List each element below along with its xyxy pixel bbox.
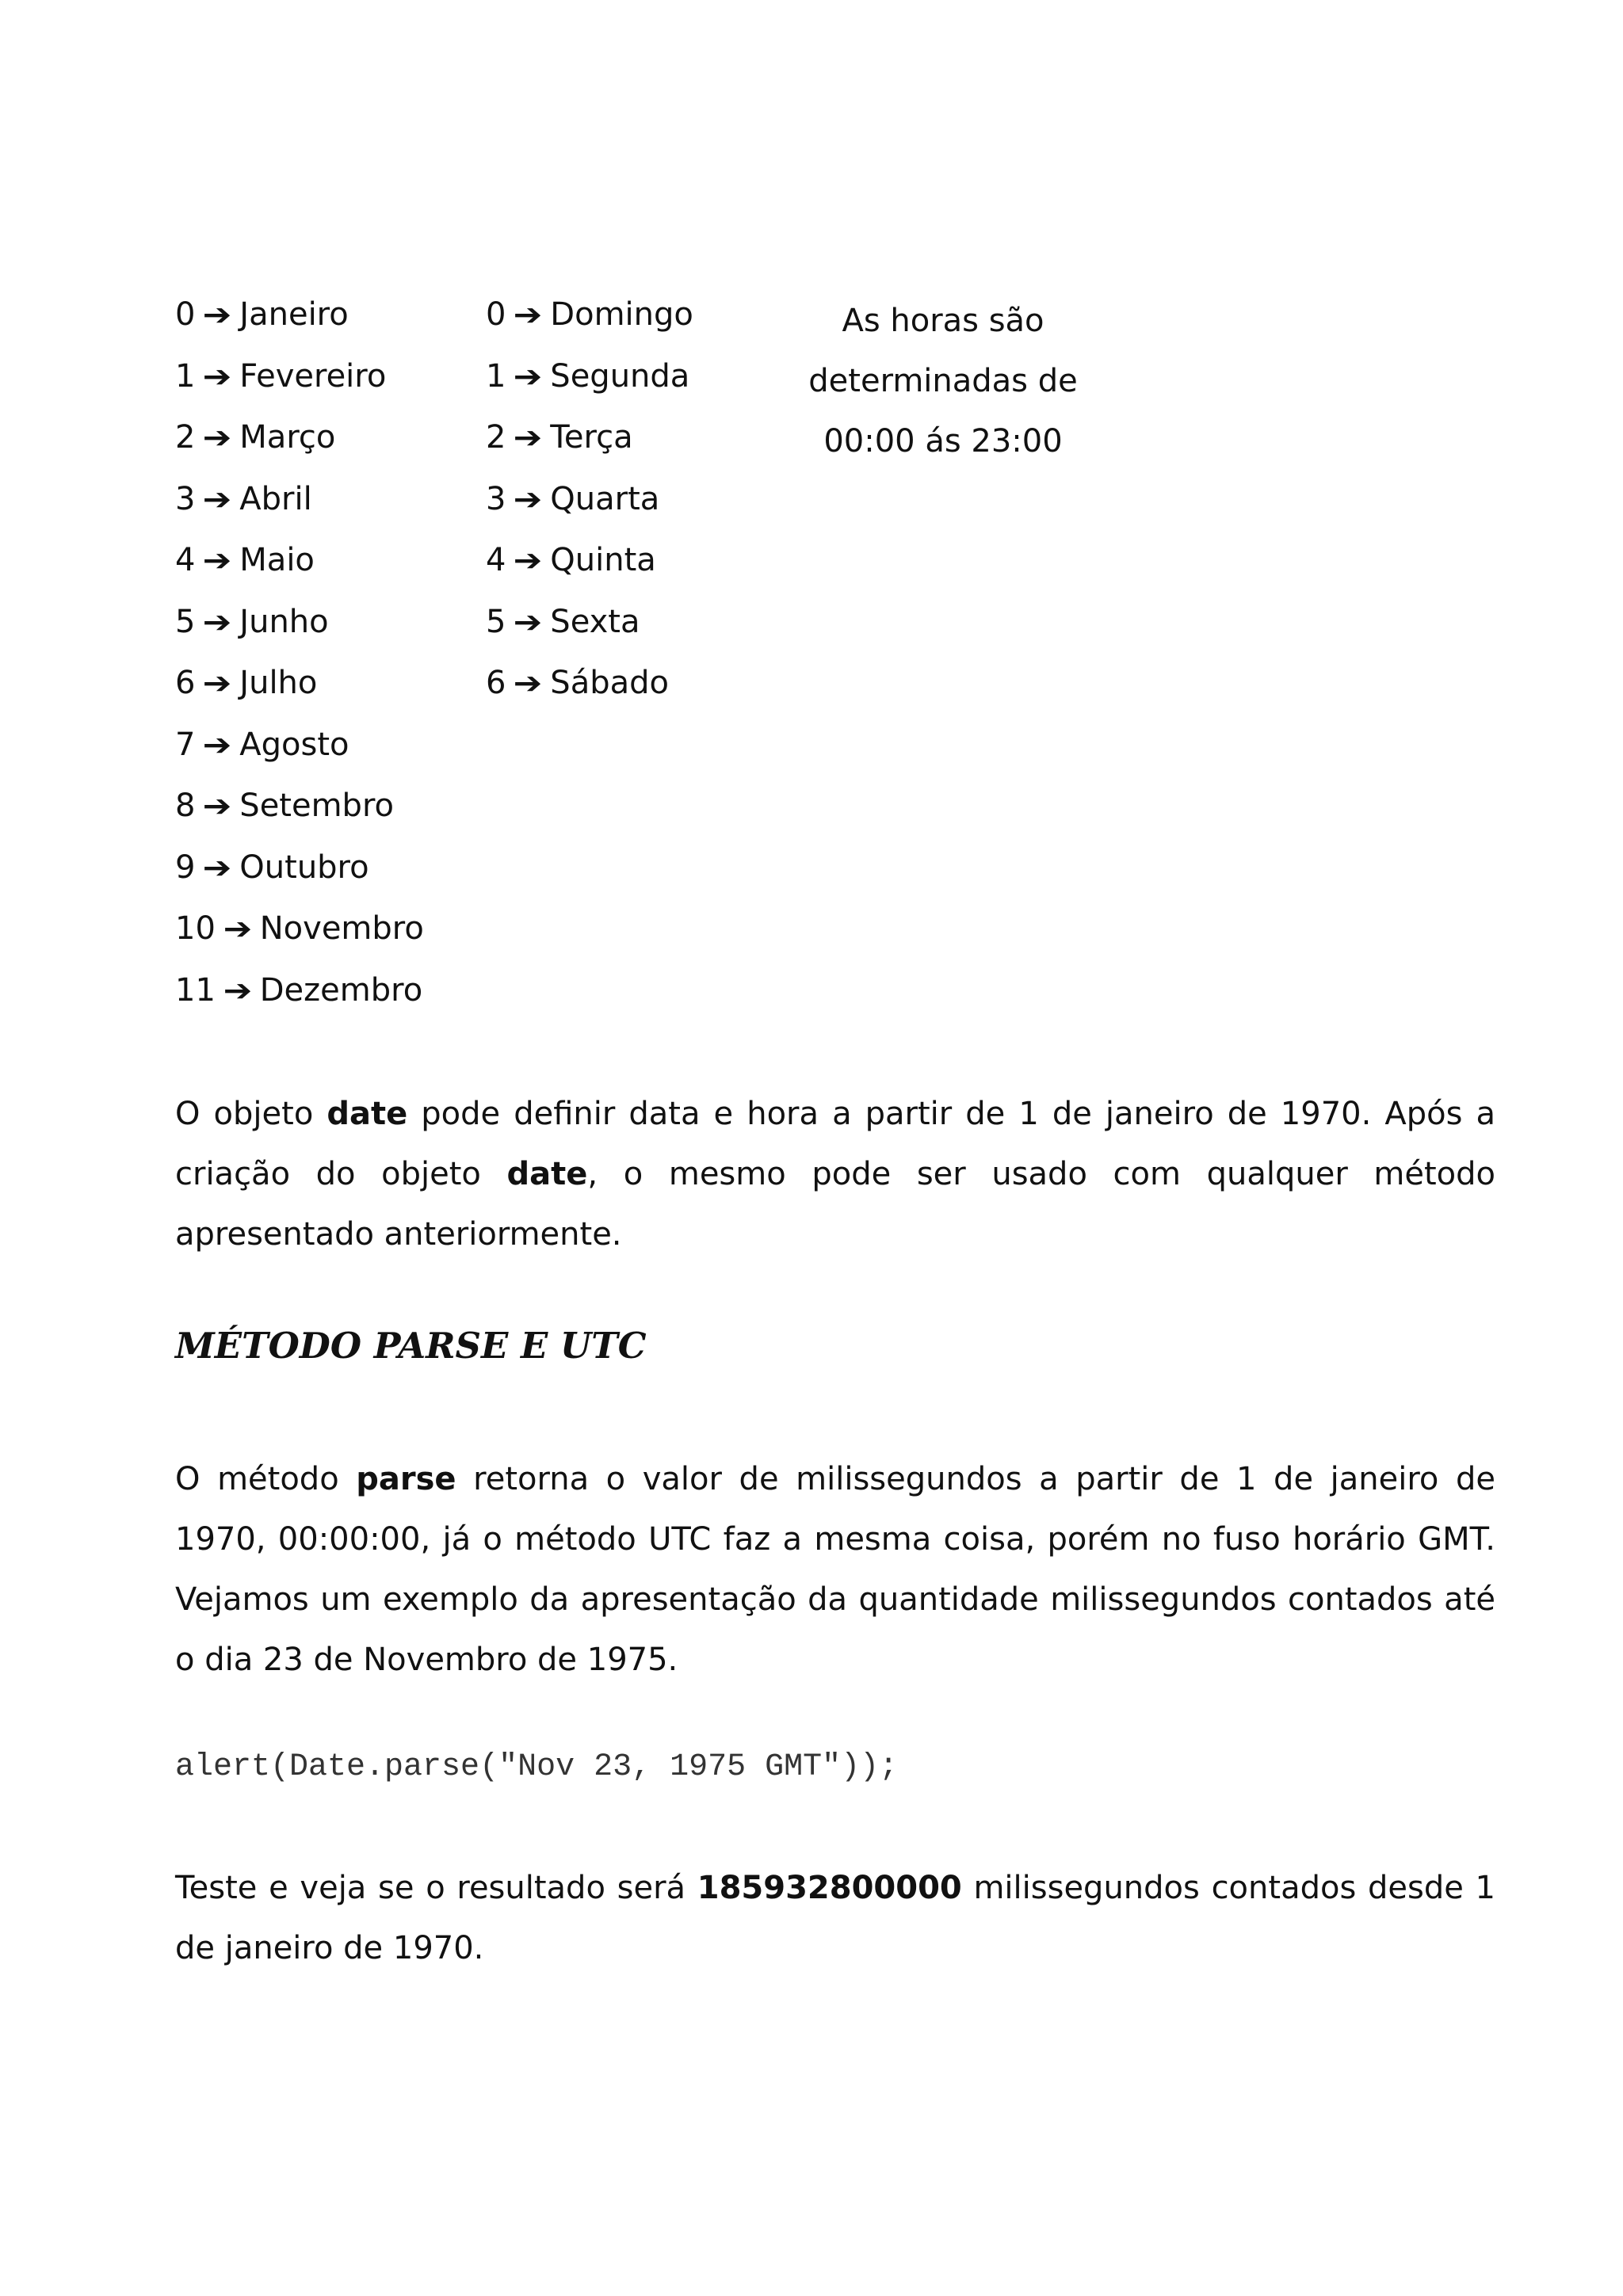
weekday-name: Sexta: [550, 603, 640, 640]
month-number: 1: [175, 357, 196, 395]
month-row: [175, 782, 424, 844]
weekday-name: Sábado: [550, 665, 669, 701]
arrow-right-icon: ➔: [203, 543, 232, 578]
month-number: 11: [175, 971, 216, 1009]
weekday-number: 2: [486, 419, 506, 456]
month-row: [175, 598, 424, 660]
text-span: O objeto: [175, 1096, 327, 1132]
month-name: Setembro: [239, 788, 394, 824]
month-number: 7: [175, 726, 196, 763]
month-name: Junho: [239, 603, 329, 640]
month-name: Março: [239, 419, 336, 456]
weekdays-list: [486, 291, 693, 721]
hours-note-line: determinadas de: [808, 363, 1078, 399]
months-list: [175, 291, 424, 1028]
bold-number: 185932800000: [697, 1870, 962, 1906]
month-row: [175, 659, 424, 721]
arrow-right-icon: ➔: [514, 297, 543, 332]
weekday-row: [486, 414, 693, 475]
weekday-name: Segunda: [550, 357, 690, 395]
month-row: [175, 967, 424, 1028]
bold-keyword: parse: [356, 1461, 456, 1497]
month-name: Abril: [239, 480, 312, 517]
month-name: Janeiro: [239, 296, 349, 333]
arrow-right-icon: ➔: [203, 788, 232, 823]
weekday-row: [486, 291, 693, 353]
arrow-right-icon: ➔: [203, 666, 232, 700]
weekday-number: 5: [486, 603, 506, 640]
weekday-number: 1: [486, 357, 506, 395]
weekday-row: [486, 475, 693, 537]
month-row: [175, 414, 424, 475]
result-paragraph: [175, 1858, 1495, 1978]
month-number: 0: [175, 296, 196, 333]
text-span: milissegundos contados desde 1 de janeiro de 1970.: [175, 1870, 1495, 1966]
bold-keyword: date: [327, 1096, 408, 1132]
month-number: 9: [175, 849, 196, 886]
month-number: 3: [175, 480, 196, 517]
month-number: 2: [175, 419, 196, 456]
arrow-right-icon: ➔: [514, 358, 543, 394]
weekday-number: 4: [486, 542, 506, 578]
weekday-row: [486, 536, 693, 598]
section-heading: MÉTODO PARSE E UTC: [175, 1325, 647, 1367]
arrow-right-icon: ➔: [514, 420, 543, 455]
arrow-right-icon: ➔: [203, 297, 232, 332]
weekday-row: [486, 598, 693, 660]
text-span: Teste e veja se o resultado será: [175, 1870, 697, 1906]
parse-method-paragraph: [175, 1449, 1495, 1690]
month-number: 10: [175, 910, 216, 947]
arrow-right-icon: ➔: [203, 604, 232, 639]
weekday-name: Quinta: [550, 542, 656, 578]
month-name: Fevereiro: [239, 357, 387, 395]
weekday-name: Domingo: [550, 296, 693, 333]
weekday-name: Terça: [550, 419, 633, 456]
arrow-right-icon: ➔: [203, 358, 232, 394]
text-span: O método: [175, 1461, 357, 1497]
arrow-right-icon: ➔: [223, 911, 253, 946]
arrow-right-icon: ➔: [223, 972, 253, 1008]
arrow-right-icon: ➔: [203, 849, 232, 885]
month-name: Dezembro: [259, 971, 423, 1009]
bold-keyword: date: [506, 1156, 588, 1192]
month-number: 8: [175, 788, 196, 824]
month-row: [175, 905, 424, 967]
hours-note: [785, 291, 1102, 471]
hours-note-line: As horas são: [842, 303, 1044, 339]
weekday-number: 0: [486, 296, 506, 333]
month-number: 6: [175, 665, 196, 701]
arrow-right-icon: ➔: [203, 481, 232, 517]
month-row: [175, 291, 424, 353]
arrow-right-icon: ➔: [514, 604, 543, 639]
month-row: [175, 353, 424, 414]
weekday-number: 6: [486, 665, 506, 701]
month-row: [175, 536, 424, 598]
arrow-right-icon: ➔: [203, 727, 232, 762]
weekday-number: 3: [486, 480, 506, 517]
text-span: , o mesmo pode ser usado com qualquer método apresentado anteriormente.: [175, 1156, 1495, 1253]
hours-note-line: 00:00 ás 23:00: [823, 423, 1063, 460]
month-row: [175, 721, 424, 783]
month-row: [175, 475, 424, 537]
arrow-right-icon: ➔: [514, 481, 543, 517]
month-number: 5: [175, 603, 196, 640]
month-name: Novembro: [259, 910, 424, 947]
month-name: Outubro: [239, 849, 369, 886]
month-number: 4: [175, 542, 196, 578]
weekday-row: [486, 659, 693, 721]
date-object-paragraph: [175, 1084, 1495, 1264]
month-name: Julho: [239, 665, 318, 701]
text-span: retorna o valor de milissegundos a partir de 1 de janeiro de 1970, 00:00:00, já o método UTC faz a mesma coisa, porém no fuso horário GMT. Vejamos um exemplo da apresentação da quantidade milissegundos contados até o dia 23 de Novembro de 1975.: [175, 1461, 1495, 1678]
month-row: [175, 844, 424, 906]
month-name: Maio: [239, 542, 315, 578]
code-example: alert(Date.parse("Nov 23, 1975 GMT"));: [175, 1749, 899, 1785]
weekday-row: [486, 353, 693, 414]
month-name: Agosto: [239, 726, 349, 763]
arrow-right-icon: ➔: [514, 543, 543, 578]
arrow-right-icon: ➔: [203, 420, 232, 455]
arrow-right-icon: ➔: [514, 666, 543, 700]
weekday-name: Quarta: [550, 480, 660, 517]
text-span: pode definir data e hora a partir de 1 de janeiro de 1970. Após a criação do objeto: [175, 1096, 1496, 1192]
